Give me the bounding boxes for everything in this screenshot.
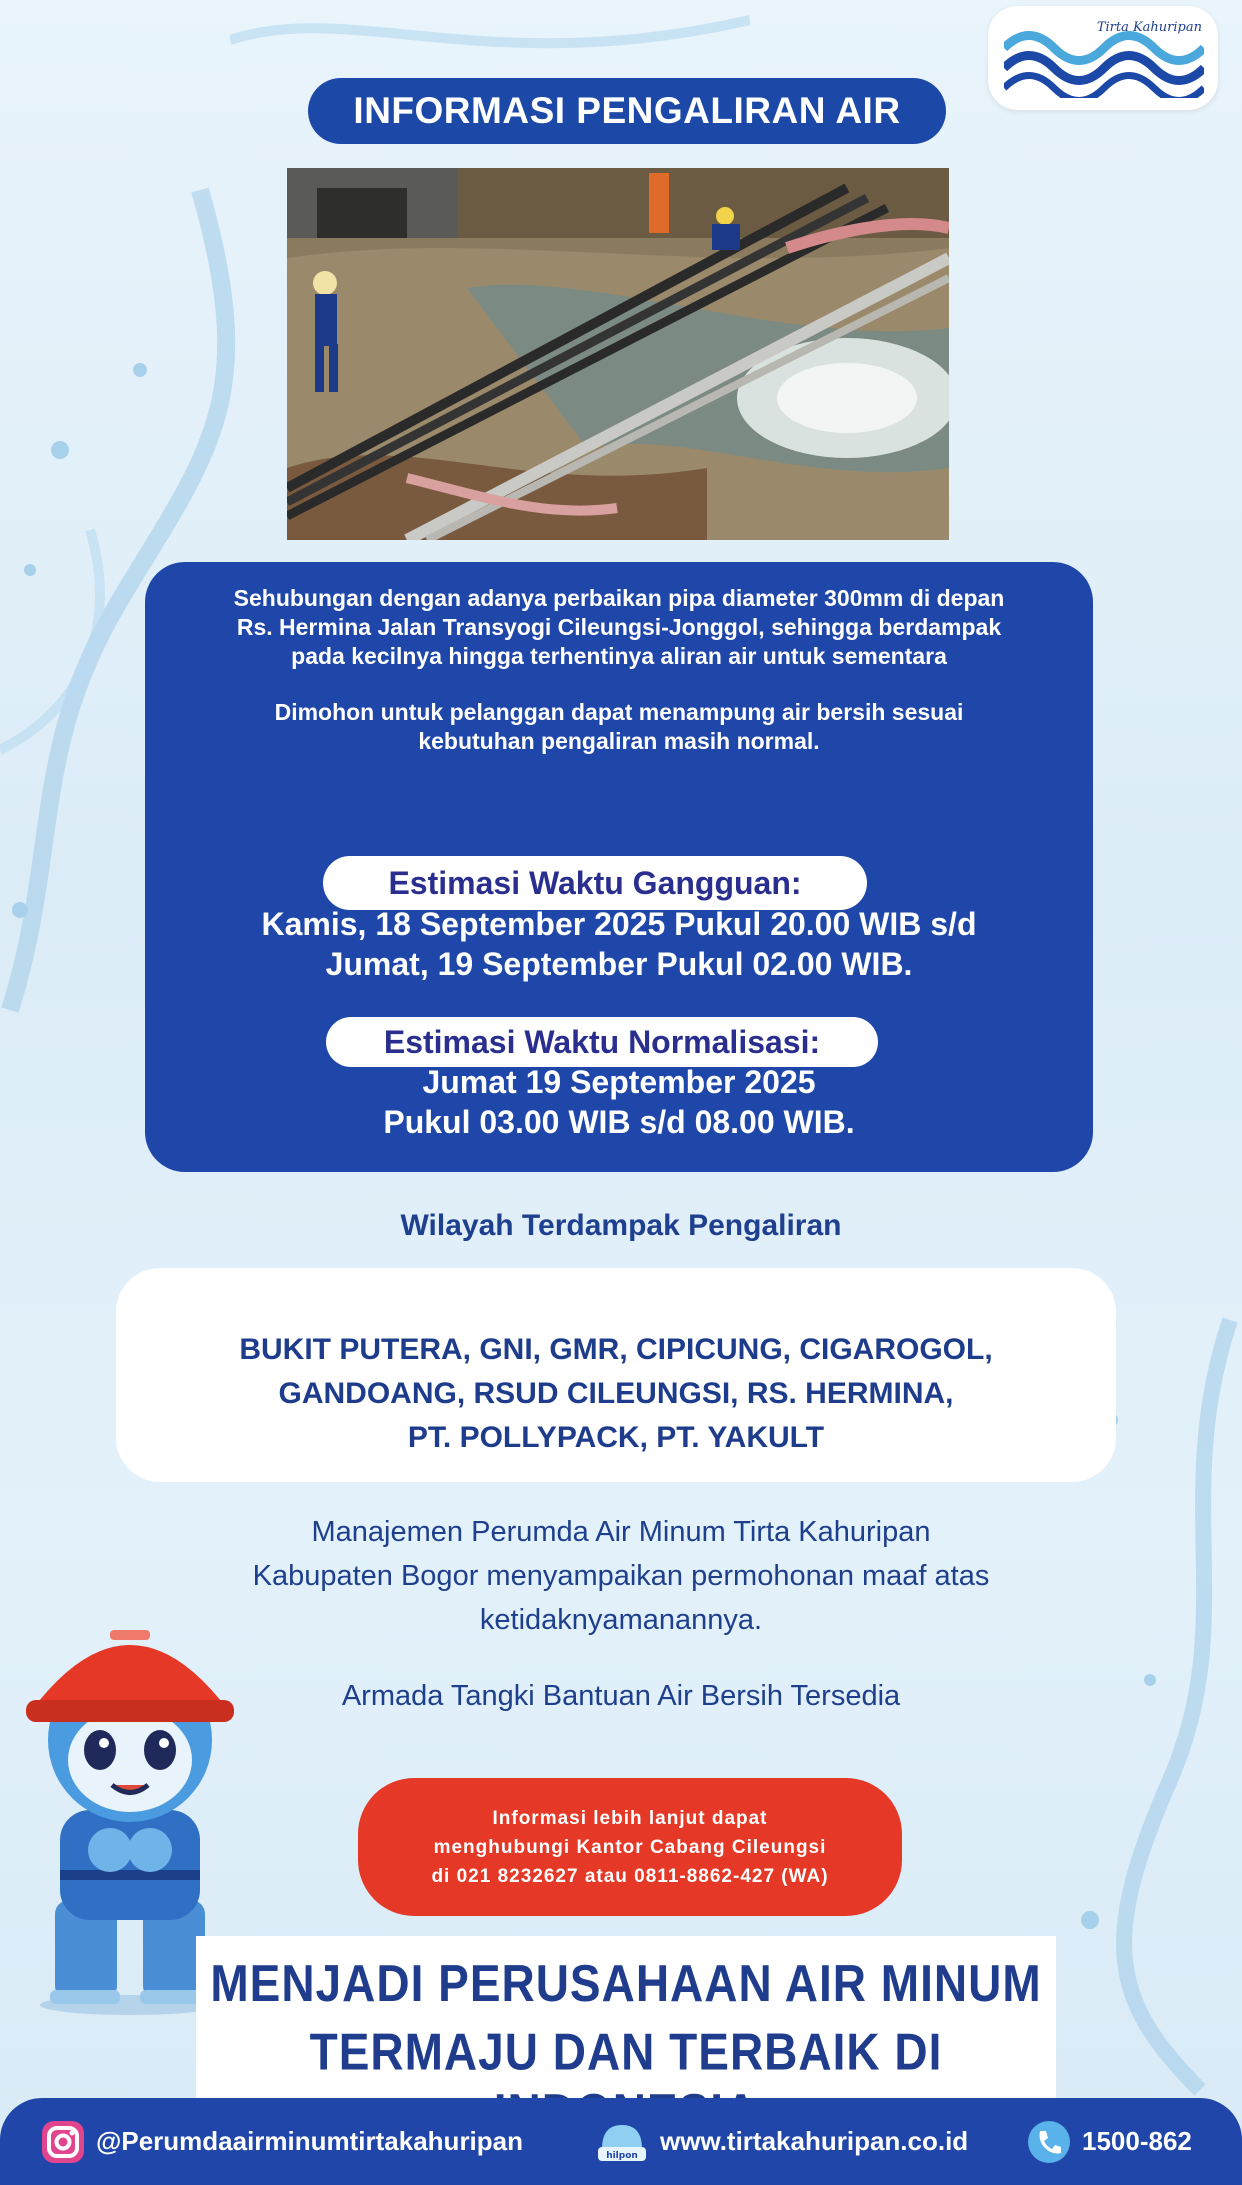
notice-paragraph-2 [145,698,1093,756]
disruption-line: Jumat, 19 September Pukul 02.00 WIB. [325,946,913,982]
notice-paragraph-1 [145,584,1093,671]
area-line: BUKIT PUTERA, GNI, GMR, CIPICUNG, CIGAROGOL, [239,1333,993,1366]
contact-info [358,1778,902,1916]
normalization-time [145,1062,1093,1142]
notice-line: kebutuhan pengaliran masih normal. [418,728,820,754]
contact-line: di 021 8232627 atau 0811-8862-427 (WA) [431,1865,829,1887]
disruption-line: Kamis, 18 September 2025 Pukul 20.00 WIB s/d [261,906,977,942]
areas-list [116,1328,1116,1460]
company-logo [988,6,1218,110]
phone-link[interactable] [1026,2098,1192,2185]
page-title: INFORMASI PENGALIRAN AIR [308,78,946,144]
app-badge-text: hilpon [606,2150,638,2161]
areas-panel [116,1268,1116,1482]
website-url: www.tirtakahuripan.co.id [660,2126,969,2156]
apology-line: ketidaknyamanannya. [479,1604,763,1636]
disruption-label: Estimasi Waktu Gangguan: [323,856,867,910]
apology-line: Manajemen Perumda Air Minum Tirta Kahuripan [311,1516,931,1548]
normalization-line: Jumat 19 September 2025 [422,1064,816,1100]
tanker-info: Armada Tangki Bantuan Air Bersih Tersedia [341,1680,901,1712]
slogan-panel [196,1936,1056,2104]
phone-icon [1026,2119,1072,2165]
instagram-handle: @Perumdaairminumtirtakahuripan [96,2126,524,2156]
disruption-time [145,904,1093,984]
area-line: GANDOANG, RSUD CILEUNGSI, RS. HERMINA, [278,1377,954,1410]
globe-icon [594,2119,650,2165]
notice-line: Dimohon untuk pelanggan dapat menampung air bersih sesuai [274,699,964,725]
apology-line: Kabupaten Bogor menyampaikan permohonan maaf atas [252,1560,990,1592]
repair-site-photo [287,168,949,540]
contact-line: menghubungi Kantor Cabang Cileungsi [433,1836,827,1858]
instagram-icon [40,2119,86,2165]
areas-heading: Wilayah Terdampak Pengaliran [400,1209,842,1242]
website-link[interactable] [594,2098,968,2185]
notice-panel [145,562,1093,1172]
slogan-line-2: TERMAJU DAN TERBAIK DI [309,2022,943,2081]
normalization-line: Pukul 03.00 WIB s/d 08.00 WIB. [383,1104,855,1140]
contact-line: Informasi lebih lanjut dapat [492,1807,768,1829]
notice-line: Sehubungan dengan adanya perbaikan pipa diameter 300mm di depan [233,585,1005,611]
apology-text [150,1510,1092,1642]
slogan-line-1: MENJADI PERUSAHAAN AIR MINUM [210,1953,1042,2013]
area-line: PT. POLLYPACK, PT. YAKULT [407,1421,825,1454]
water-splash-top [230,0,750,80]
instagram-link[interactable] [40,2098,523,2185]
logo-wordmark: Tirta Kahuripan [1096,20,1202,35]
phone-number: 1500-862 [1082,2126,1192,2156]
normalization-label: Estimasi Waktu Normalisasi: [326,1017,878,1067]
footer-bar [0,2098,1242,2185]
notice-line: Rs. Hermina Jalan Transyogi Cileungsi-Jonggol, sehingga berdampak [236,614,1002,640]
notice-line: pada kecilnya hingga terhentinya aliran air untuk sementara [291,643,947,669]
